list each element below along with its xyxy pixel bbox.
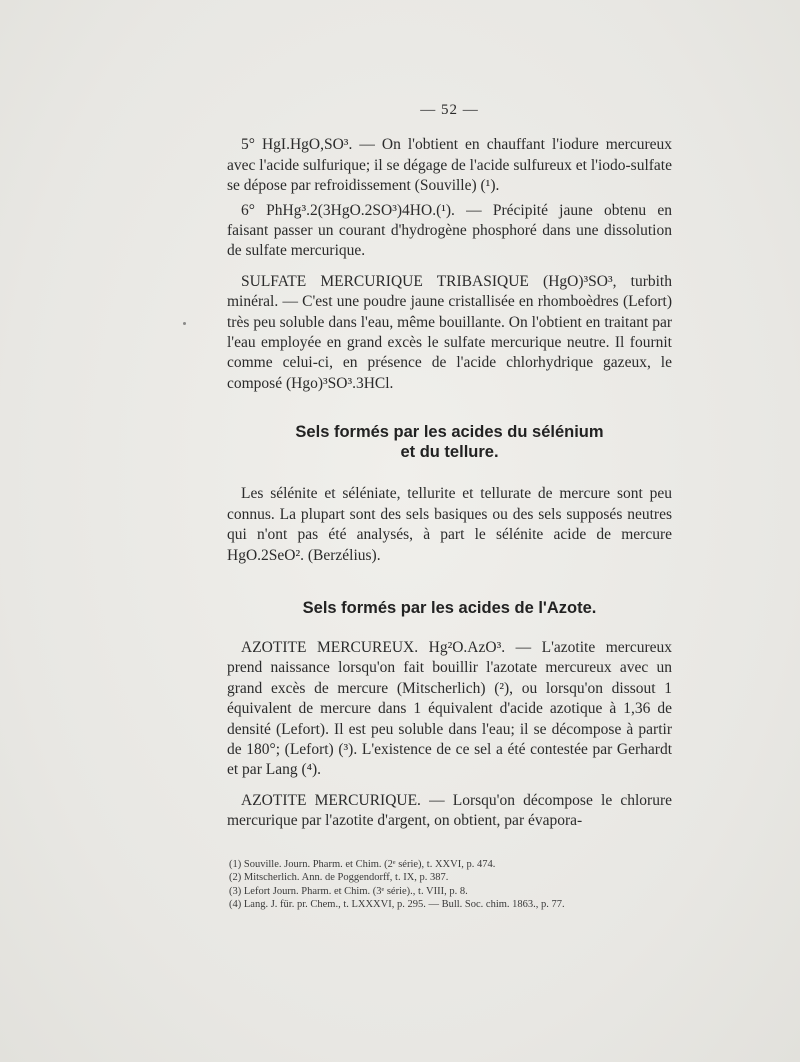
text-block: [227, 100, 672, 912]
section-heading-azote: Sels formés par les acides de l'Azote.: [302, 598, 597, 617]
paper-speck: [183, 322, 186, 325]
page-number: — 52 —: [420, 102, 479, 118]
paragraph-phosphide: 6° PhHg³.2(3HgO.2SO³)4HO.(¹). — Précipité jaune obtenu en faisant passer un courant d'hydrogène phosphoré dans une dissolution de sulfate mercurique.: [227, 201, 672, 260]
footnote-4: (4) Lang. J. für. pr. Chem., t. LXXXVI, p. 295. — Bull. Soc. chim. 1863., p. 77.: [229, 899, 565, 911]
footnotes: [227, 858, 672, 912]
heading-line-2: et du tellure.: [400, 443, 499, 462]
paragraph-iodosulfate: 5° HgI.HgO,SO³. — On l'obtient en chauffant l'iodure mercureux avec l'acide sulfurique; il se dégage de l'acide sulfureux et l'iodo-sulfate se dépose par refroidissement (Souville) (¹).: [227, 136, 672, 195]
footnote-2: (2) Mitscherlich. Ann. de Poggendorff, t. IX, p. 387.: [229, 872, 449, 884]
heading-line-1: Sels formés par les acides du sélénium: [295, 423, 604, 442]
paragraph-turbith: SULFATE MERCURIQUE TRIBASIQUE (HgO)³SO³, turbith minéral. — C'est une poudre jaune cristallisée en rhomboèdres (Lefort) très peu soluble dans l'eau, même bouillante. On l'obtient en traitant par l'eau employée en grand excès le sulfate mercurique neutre. Il fournit comme celui-ci, en présence de l'acide chlorhydrique gazeux, le composé (Hgo)³SO³.3HCl.: [227, 272, 672, 392]
paragraph-selenium: Les sélénite et séléniate, tellurite et tellurate de mercure sont peu connus. La plupart sont des sels basiques ou des sels supposés neutres qui n'ont pas été analysés, à part le sélénite acide de mercure HgO.2SeO². (Berzélius).: [227, 485, 672, 564]
footnote-3: (3) Lefort Journ. Pharm. et Chim. (3ᵉ série)., t. VIII, p. 8.: [229, 885, 468, 897]
paragraph-azotite-mercureux: AZOTITE MERCUREUX. Hg²O.AzO³. — L'azotite mercureux prend naissance lorsqu'on fait bouillir l'azotate mercureux avec un grand excès de mercure (Mitscherlich) (²), ou lorsqu'on dissout 1 équivalent de mercure dans 1 équivalent d'acide azotique à 1,36 de densité (Lefort). Il est peu soluble dans l'eau; il se décompose à partir de 180°; (Lefort) (³). L'existence de ce sel a été contestée par Gerhardt et par Lang (⁴).: [227, 638, 672, 779]
footnote-1: (1) Souville. Journ. Pharm. et Chim. (2ᵉ série), t. XXVI, p. 474.: [229, 858, 496, 870]
paragraph-azotite-mercurique: AZOTITE MERCURIQUE. — Lorsqu'on décompose le chlorure mercurique par l'azotite d'argent, on obtient, par évapora-: [227, 791, 672, 830]
section-heading-selenium: [227, 422, 672, 462]
